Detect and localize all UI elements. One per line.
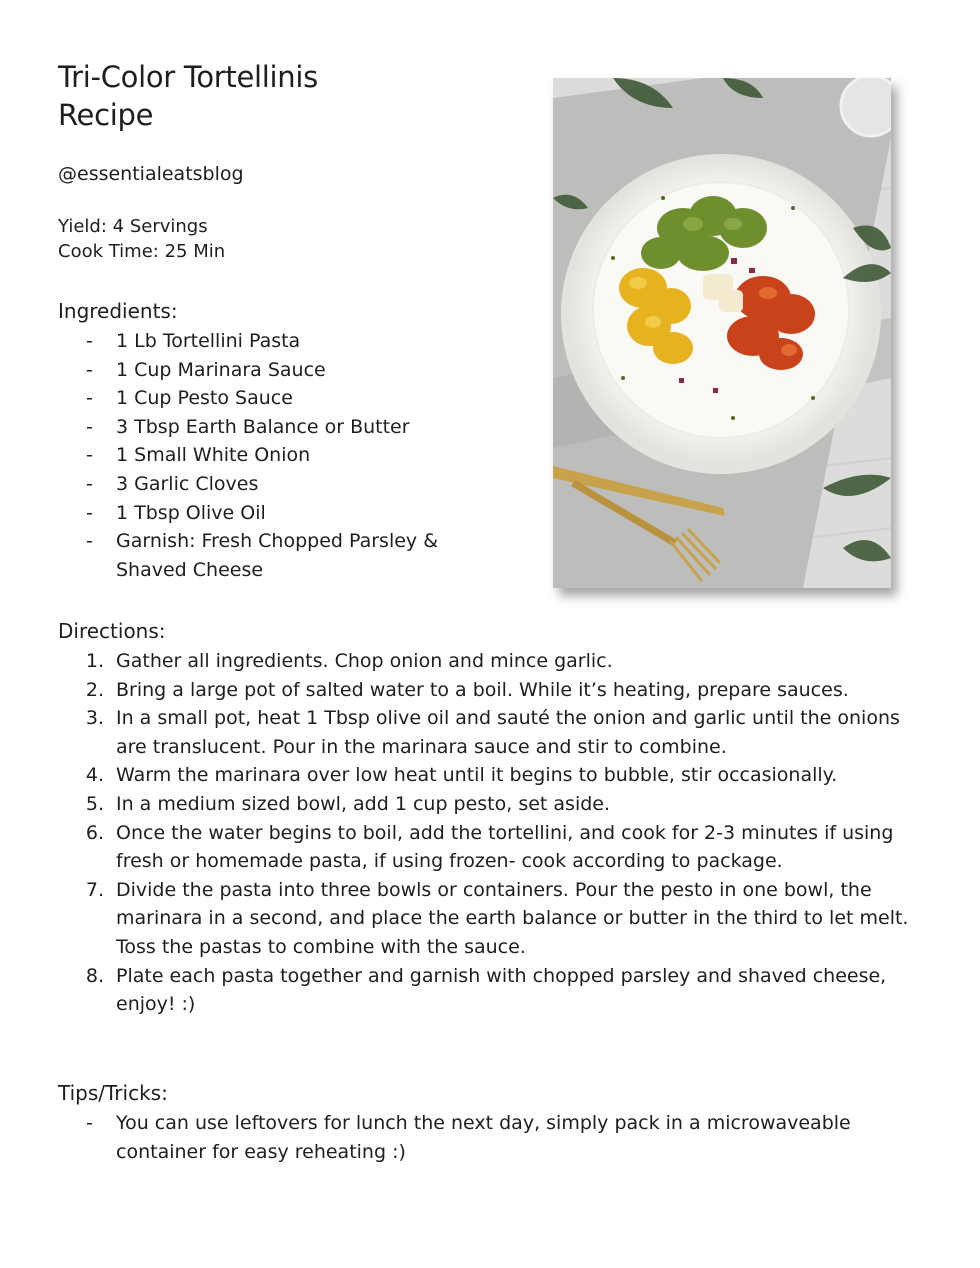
- ingredient-item-marker: -: [86, 387, 93, 410]
- direction-step-marker: 5.: [85, 792, 104, 815]
- direction-step-text: In a small pot, heat 1 Tbsp olive oil and sauté the onion and garlic until the onions are translucent. Pour in the marinara sauce and stir to combine.: [116, 707, 900, 758]
- direction-step-marker: 2.: [85, 678, 104, 701]
- direction-step: [58, 704, 928, 761]
- directions-heading: Directions:: [58, 619, 166, 643]
- ingredient-item-text: 3 Garlic Cloves: [116, 472, 259, 495]
- direction-step-text: Gather all ingredients. Chop onion and mince garlic.: [116, 650, 613, 672]
- ingredient-item-text: 1 Small White Onion: [116, 444, 311, 467]
- blog-handle: @essentialeatsblog: [58, 163, 244, 185]
- ingredient-item-text: 1 Tbsp Olive Oil: [116, 501, 266, 524]
- directions-list: [58, 647, 928, 1019]
- tips-heading: Tips/Tricks:: [58, 1081, 168, 1105]
- ingredient-item: [58, 527, 478, 584]
- ingredient-item-text: 1 Cup Marinara Sauce: [116, 358, 326, 381]
- ingredient-item: [58, 384, 478, 413]
- direction-step: [58, 790, 928, 819]
- direction-step-marker: 8.: [85, 964, 104, 987]
- direction-step-text: Warm the marinara over low heat until it begins to bubble, stir occasionally.: [116, 764, 838, 787]
- direction-step: [58, 819, 928, 876]
- direction-step: [58, 647, 928, 676]
- direction-step-text: Divide the pasta into three bowls or containers. Pour the pesto in one bowl, the marinara in a second, and place the earth balance or butter in the third to let melt. Toss the pastas to combine with the sauce.: [116, 878, 909, 958]
- cook-time-text: Cook Time: 25 Min: [58, 241, 226, 262]
- direction-step-text: Bring a large pot of salted water to a boil. While it’s heating, prepare sauces.: [116, 678, 849, 701]
- ingredient-item: [58, 327, 478, 356]
- tip-item-text: You can use leftovers for lunch the next day, simply pack in a microwaveable container for easy reheating :): [116, 1112, 851, 1163]
- recipe-title-line1: Tri-Color Tortellinis: [58, 60, 318, 94]
- ingredient-item-text: 1 Cup Pesto Sauce: [116, 387, 293, 410]
- ingredient-item-text: 1 Lb Tortellini Pasta: [116, 330, 301, 352]
- ingredient-item: [58, 441, 478, 470]
- direction-step: [58, 676, 928, 705]
- direction-step: [58, 761, 928, 790]
- recipe-meta: [58, 214, 225, 264]
- tip-item: [58, 1109, 928, 1166]
- ingredient-item: [58, 356, 478, 385]
- ingredient-item-text: Garnish: Fresh Chopped Parsley & Shaved Cheese: [116, 530, 439, 581]
- ingredients-list: [58, 327, 478, 584]
- tips-list: [58, 1109, 928, 1166]
- ingredient-item-marker: -: [86, 501, 93, 524]
- ingredients-heading: Ingredients:: [58, 299, 178, 323]
- tortellini-plate-photo-icon: [553, 78, 891, 588]
- direction-step-marker: 1.: [85, 650, 104, 672]
- direction-step-marker: 6.: [85, 821, 104, 844]
- recipe-title: [58, 58, 518, 134]
- direction-step: [58, 962, 928, 1019]
- ingredient-item-marker: -: [86, 530, 93, 553]
- ingredient-item: [58, 470, 478, 499]
- ingredient-item-marker: -: [86, 472, 93, 495]
- direction-step: [58, 876, 928, 962]
- ingredient-item: [58, 413, 478, 442]
- yield-text: Yield: 4 Servings: [58, 216, 208, 237]
- direction-step-marker: 3.: [85, 707, 104, 730]
- tip-item-marker: -: [86, 1112, 93, 1134]
- direction-step-text: Plate each pasta together and garnish with chopped parsley and shaved cheese, enjoy! :): [116, 964, 887, 1016]
- recipe-photo: [553, 78, 891, 588]
- ingredient-item-text: 3 Tbsp Earth Balance or Butter: [116, 415, 410, 438]
- direction-step-text: In a medium sized bowl, add 1 cup pesto, set aside.: [116, 792, 611, 815]
- ingredient-item-marker: -: [86, 444, 93, 467]
- direction-step-marker: 7.: [85, 878, 104, 901]
- recipe-title-line2: Recipe: [58, 98, 154, 132]
- ingredient-item: [58, 499, 478, 528]
- direction-step-text: Once the water begins to boil, add the tortellini, and cook for 2-3 minutes if using fresh or homemade pasta, if using frozen- cook according to package.: [116, 821, 894, 873]
- ingredient-item-marker: -: [86, 358, 93, 381]
- ingredient-item-marker: -: [86, 330, 93, 352]
- ingredient-item-marker: -: [86, 415, 93, 438]
- direction-step-marker: 4.: [85, 764, 104, 787]
